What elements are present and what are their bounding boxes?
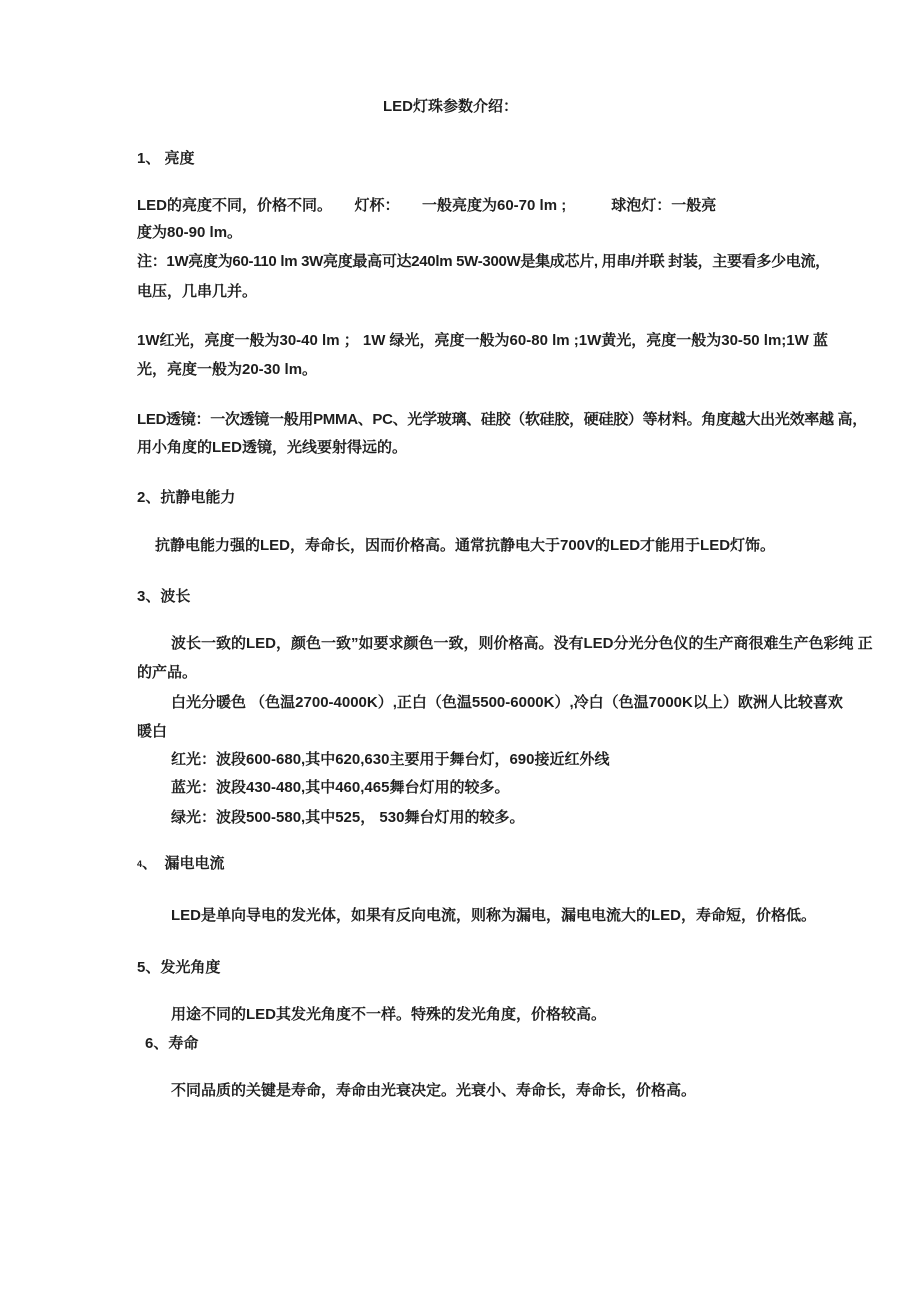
paragraph-line: 电压，几串几并。 bbox=[137, 283, 258, 300]
paragraph-line: 白光分暖色 （色温2700-4000K）,正白（色温5500-6000K）,冷白（色温7000K以上）欧洲人比较喜欢 bbox=[171, 694, 843, 711]
paragraph-line: 的产品。 bbox=[137, 664, 198, 681]
paragraph-line: 1W红光，亮度一般为30-40 lm ； 1W 绿光，亮度一般为60-80 lm ;1W黄光，亮度一般为30-50 lm;1W 蓝 bbox=[137, 332, 828, 349]
paragraph-line: 用小角度的LED透镜，光线要射得远的。 bbox=[137, 439, 408, 456]
section-number: 4 bbox=[137, 859, 143, 869]
paragraph-line: LED透镜：一次透镜一般用PMMA、PC、光学玻璃、硅胶（软硅胶，硬硅胶）等材料。角度越大出光效率越 高， bbox=[137, 411, 867, 428]
paragraph-line: 度为80-90 lm。 bbox=[137, 224, 243, 241]
section-heading-text: 、 漏电电流 bbox=[142, 855, 225, 872]
section-heading bbox=[137, 854, 225, 874]
section-heading: 3、波长 bbox=[137, 588, 191, 605]
section-heading: 1、 亮度 bbox=[137, 150, 195, 167]
paragraph-line: 暖白 bbox=[137, 723, 168, 740]
paragraph-line: LED是单向导电的发光体，如果有反向电流，则称为漏电，漏电电流大的LED，寿命短，价格低。 bbox=[171, 907, 817, 924]
paragraph-line: 不同品质的关键是寿命，寿命由光衰决定。光衰小、寿命长，寿命长，价格高。 bbox=[171, 1082, 697, 1099]
section-heading: 6、寿命 bbox=[145, 1035, 199, 1052]
section-heading: 5、发光角度 bbox=[137, 959, 221, 976]
paragraph-line: 绿光：波段500-580,其中525， 530舞台灯用的较多。 bbox=[171, 809, 525, 826]
document-title: LED灯珠参数介绍： bbox=[383, 98, 519, 115]
paragraph-line: 抗静电能力强的LED，寿命长，因而价格高。通常抗静电大于700V的LED才能用于LED灯饰。 bbox=[155, 537, 776, 554]
paragraph-line: 光，亮度一般为20-30 lm。 bbox=[137, 361, 318, 378]
paragraph-line: 用途不同的LED其发光角度不一样。特殊的发光角度，价格较高。 bbox=[171, 1006, 607, 1023]
paragraph-line: 蓝光：波段430-480,其中460,465舞台灯用的较多。 bbox=[171, 779, 510, 796]
section-heading: 2、抗静电能力 bbox=[137, 489, 236, 506]
paragraph-line: 波长一致的LED，颜色一致”如要求颜色一致，则价格高。没有LED分光分色仪的生产商很难生产色彩纯 正 bbox=[171, 635, 873, 652]
paragraph-line: 红光：波段600-680,其中620,630主要用于舞台灯，690接近红外线 bbox=[171, 751, 610, 768]
paragraph-line: 注：1W亮度为60-110 lm 3W亮度最高可达240lm 5W-300W是集成芯片, 用串/并联 封装，主要看多少电流， bbox=[137, 253, 830, 270]
paragraph-line: LED的亮度不同，价格不同。 灯杯： 一般亮度为60-70 lm ; 球泡灯：一般亮 bbox=[137, 197, 717, 214]
